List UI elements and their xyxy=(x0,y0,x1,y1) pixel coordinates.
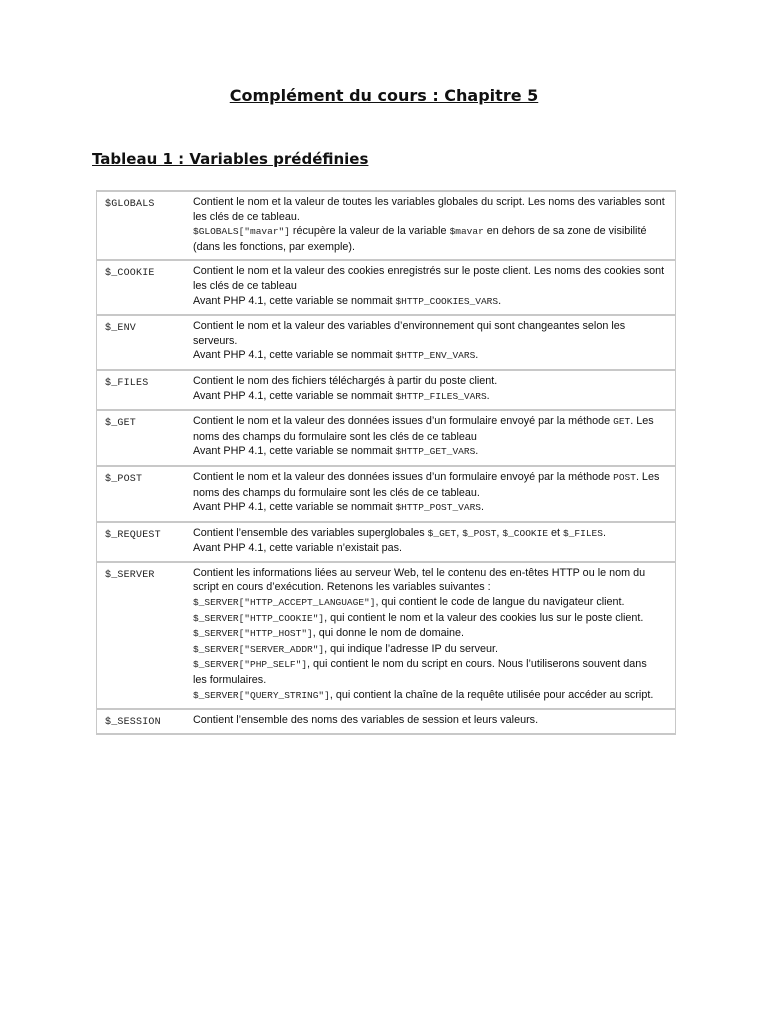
text-fragment: Avant PHP 4.1, cette variable se nommait xyxy=(193,445,396,458)
code-fragment: $_SERVER["QUERY_STRING"] xyxy=(193,689,330,701)
code-fragment: $mavar xyxy=(449,226,484,238)
text-fragment: Contient l’ensemble des noms des variables de session et leurs valeurs. xyxy=(193,714,539,727)
text-fragment: , xyxy=(496,526,503,539)
text-fragment: . xyxy=(498,294,502,307)
text-fragment: . xyxy=(602,526,606,539)
code-fragment: $_FILES xyxy=(563,527,603,539)
table-row xyxy=(97,709,676,734)
page-title: Complément du cours : Chapitre 5 xyxy=(229,86,539,105)
text-fragment: . Les xyxy=(635,470,660,483)
text-fragment: Avant PHP 4.1, cette variable se nommait xyxy=(193,389,396,402)
table-row xyxy=(97,370,676,410)
variable-description xyxy=(183,410,676,466)
code-fragment: $_GET xyxy=(427,527,457,539)
code-fragment: POST xyxy=(613,471,636,483)
text-fragment: Contient le nom et la valeur des cookies enregistrés sur le poste client. Les noms des cookies sont xyxy=(193,265,665,278)
text-fragment: , qui contient la chaîne de la requête utilisée pour accéder au script. xyxy=(329,688,654,701)
description-line xyxy=(193,713,669,728)
table-row xyxy=(97,260,676,315)
text-fragment: les clés de ce tableau. xyxy=(193,210,300,223)
code-fragment: $HTTP_GET_VARS xyxy=(395,446,476,458)
text-fragment: , xyxy=(456,526,463,539)
description-line xyxy=(193,210,669,225)
description-line xyxy=(193,642,669,658)
text-fragment: Contient le nom et la valeur des données issues d’un formulaire envoyé par la méthode xyxy=(193,415,614,428)
text-fragment: . Les xyxy=(630,415,654,428)
code-fragment: $GLOBALS["mavar"] xyxy=(193,226,290,238)
table-row xyxy=(97,191,676,260)
variable-description xyxy=(183,191,676,260)
description-line xyxy=(193,264,669,279)
code-fragment: $_SERVER["SERVER_ADDR"] xyxy=(193,643,325,655)
description-line xyxy=(193,611,669,627)
code-fragment: $_SERVER["HTTP_HOST"] xyxy=(193,628,313,640)
text-fragment: les clés de ce tableau xyxy=(193,279,297,292)
variable-description xyxy=(183,709,676,734)
text-fragment: Contient le nom et la valeur des données issues d’un formulaire envoyé par la méthode xyxy=(193,470,614,483)
variable-description xyxy=(183,260,676,315)
variable-name: $_COOKIE xyxy=(97,260,184,315)
code-fragment: $HTTP_POST_VARS xyxy=(395,502,481,514)
variable-description xyxy=(183,466,676,522)
text-fragment: script en cours d’exécution. Retenons les variables suivantes : xyxy=(193,581,491,594)
text-fragment: Contient le nom et la valeur des variables d’environnement qui sont changeantes selon les serveurs. xyxy=(193,320,626,347)
code-fragment: $HTTP_ENV_VARS xyxy=(395,350,476,362)
description-line xyxy=(193,389,669,405)
description-line xyxy=(193,430,669,445)
description-line xyxy=(193,414,669,430)
table-row xyxy=(97,315,676,370)
code-fragment: GET xyxy=(613,416,631,428)
variable-name: $_SESSION xyxy=(97,709,184,734)
variable-name: $_SERVER xyxy=(97,562,184,709)
description-line xyxy=(193,657,669,673)
description-line xyxy=(193,541,669,556)
text-fragment: . xyxy=(486,389,490,402)
variable-description xyxy=(183,562,676,709)
description-line xyxy=(193,224,669,240)
description-line xyxy=(193,626,669,642)
description-line xyxy=(193,240,669,255)
variable-description xyxy=(183,522,676,562)
variable-name: $_ENV xyxy=(97,315,184,370)
code-fragment: $_SERVER["PHP_SELF"] xyxy=(193,659,308,671)
description-line xyxy=(193,500,669,516)
table-caption: Tableau 1 : Variables prédéfinies xyxy=(92,150,369,168)
table-row xyxy=(97,522,676,562)
variable-name: $_GET xyxy=(97,410,184,466)
text-fragment: en dehors de sa zone de visibilité xyxy=(483,225,647,238)
text-fragment: . xyxy=(480,501,484,514)
description-line xyxy=(193,374,669,389)
description-line xyxy=(193,294,669,310)
text-fragment: Contient le nom des fichiers téléchargés à partir du poste client. xyxy=(193,374,498,387)
table-row xyxy=(97,466,676,522)
text-fragment: , qui indique l’adresse IP du serveur. xyxy=(324,642,498,655)
text-fragment: Contient le nom et la valeur de toutes les variables globales du script. Les noms des variables sont xyxy=(193,196,665,208)
text-fragment: Avant PHP 4.1, cette variable se nommait xyxy=(193,501,396,514)
text-fragment: , qui contient le code de langue du navigateur client. xyxy=(375,596,625,609)
code-fragment: $HTTP_COOKIES_VARS xyxy=(395,295,499,307)
text-fragment: . xyxy=(475,445,479,458)
description-line xyxy=(193,526,669,542)
description-line xyxy=(193,486,669,501)
text-fragment: noms des champs du formulaire sont les clés de ce tableau xyxy=(193,430,477,443)
variable-description xyxy=(183,315,676,370)
text-fragment: , qui donne le nom de domaine. xyxy=(312,627,464,640)
text-fragment: , qui contient le nom du script en cours. Nous l’utiliserons souvent dans xyxy=(307,658,647,671)
code-fragment: $HTTP_FILES_VARS xyxy=(395,390,487,402)
text-fragment: les formulaires. xyxy=(193,674,267,687)
description-line xyxy=(193,279,669,294)
text-fragment: Contient les informations liées au serveur Web, tel le contenu des en-têtes HTTP ou le nom du xyxy=(193,566,646,579)
variable-name: $GLOBALS xyxy=(97,191,184,260)
variable-name: $_POST xyxy=(97,466,184,522)
text-fragment: Avant PHP 4.1, cette variable se nommait xyxy=(193,349,396,362)
description-line xyxy=(193,566,669,581)
text-fragment: récupère la valeur de la variable xyxy=(289,225,450,238)
text-fragment: Contient l’ensemble des variables superglobales xyxy=(193,526,428,539)
description-line xyxy=(193,444,669,460)
description-line xyxy=(193,580,669,595)
text-fragment: . xyxy=(475,349,479,362)
code-fragment: $_POST xyxy=(462,527,497,539)
description-line xyxy=(193,673,669,688)
text-fragment: et xyxy=(548,526,564,539)
description-line xyxy=(193,195,669,210)
variable-name: $_REQUEST xyxy=(97,522,184,562)
text-fragment: Avant PHP 4.1, cette variable n’existait pas. xyxy=(193,542,403,555)
code-fragment: $_COOKIE xyxy=(502,527,549,539)
description-line xyxy=(193,595,669,611)
description-line xyxy=(193,470,669,486)
code-fragment: $_SERVER["HTTP_COOKIE"] xyxy=(193,612,325,624)
text-fragment: , qui contient le nom et la valeur des cookies lus sur le poste client. xyxy=(324,611,644,624)
description-line xyxy=(193,319,669,348)
text-fragment: noms des champs du formulaire sont les clés de ce tableau. xyxy=(193,486,480,499)
text-fragment: (dans les fonctions, par exemple). xyxy=(193,240,356,253)
table-row xyxy=(97,410,676,466)
variable-description xyxy=(183,370,676,410)
predefined-variables-table xyxy=(96,190,676,735)
description-line xyxy=(193,348,669,364)
text-fragment: Avant PHP 4.1, cette variable se nommait xyxy=(193,294,396,307)
description-line xyxy=(193,688,669,704)
table-row xyxy=(97,562,676,709)
variable-name: $_FILES xyxy=(97,370,184,410)
code-fragment: $_SERVER["HTTP_ACCEPT_LANGUAGE"] xyxy=(193,597,376,609)
table-body xyxy=(97,191,676,734)
